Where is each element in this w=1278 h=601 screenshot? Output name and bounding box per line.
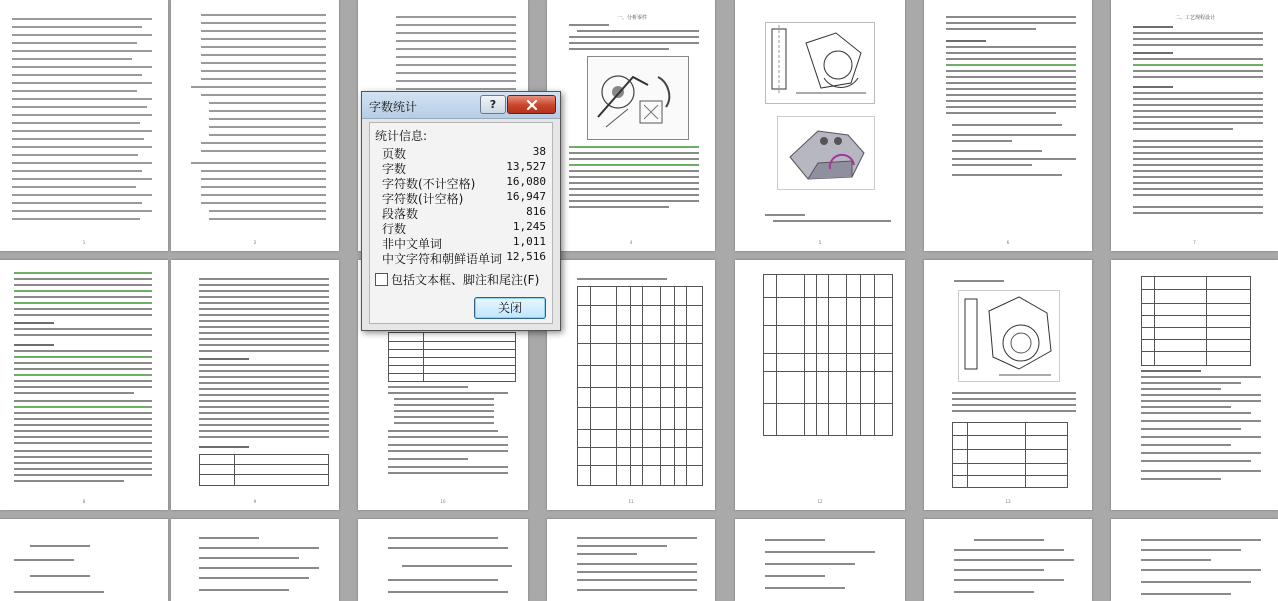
stat-label: 字符数(计空格) <box>382 192 464 206</box>
word-count-dialog <box>361 91 561 331</box>
stat-value: 13,527 <box>506 160 546 173</box>
stat-label: 字数 <box>382 162 407 176</box>
page-thumbnail-13[interactable] <box>924 260 1092 510</box>
part-drawing-figure <box>958 290 1060 382</box>
stat-label: 页数 <box>382 147 407 161</box>
statistics-heading: 统计信息: <box>375 129 428 143</box>
stat-label: 非中文单词 <box>382 237 443 251</box>
page-number: 5 <box>818 240 822 245</box>
data-table <box>763 274 893 436</box>
page-thumbnail-19[interactable] <box>735 519 905 601</box>
section-title: 二、工艺规程设计 <box>1175 15 1216 21</box>
fork-3d-icon <box>778 117 874 189</box>
dialog-titlebar[interactable] <box>362 92 560 119</box>
stat-value: 1,011 <box>512 235 546 248</box>
stat-value: 38 <box>532 145 546 158</box>
help-button[interactable]: ? <box>480 95 506 114</box>
page-thumbnail-18[interactable] <box>547 519 715 601</box>
page-number: 13 <box>1005 499 1011 504</box>
include-textboxes-checkbox[interactable] <box>375 273 388 286</box>
stat-row-characters-no-spaces <box>382 175 546 190</box>
data-table <box>577 286 703 486</box>
data-table <box>199 454 329 486</box>
page-number: 4 <box>629 240 633 245</box>
page-thumbnail-1[interactable] <box>0 0 168 251</box>
stat-row-non-chinese-words <box>382 235 546 250</box>
page-thumbnail-14[interactable] <box>1111 260 1278 510</box>
data-table <box>1141 276 1251 366</box>
page-thumbnail-12[interactable] <box>735 260 905 510</box>
fork-section-icon <box>959 291 1059 381</box>
page-thumbnail-8[interactable] <box>0 260 168 510</box>
stat-value: 816 <box>526 205 546 218</box>
fork-drawing-icon <box>766 23 874 103</box>
page-thumbnail-6[interactable] <box>924 0 1092 251</box>
page-thumbnail-15[interactable] <box>0 519 168 601</box>
stat-row-lines <box>382 220 546 235</box>
page-thumbnail-16[interactable] <box>171 519 339 601</box>
data-table <box>388 332 516 382</box>
close-button[interactable]: 关闭 <box>474 297 546 319</box>
page-thumbnail-11[interactable] <box>547 260 715 510</box>
stat-value: 1,245 <box>512 220 546 233</box>
assembly-drawing-icon <box>588 57 688 139</box>
page-number: 6 <box>1006 240 1010 245</box>
close-x-button[interactable] <box>507 95 556 114</box>
stat-label: 字符数(不计空格) <box>382 177 476 191</box>
stat-label: 段落数 <box>382 207 419 221</box>
close-icon <box>525 99 539 111</box>
include-textboxes-option[interactable] <box>375 271 551 287</box>
statistics-panel <box>369 122 553 324</box>
assembly-figure <box>587 56 689 140</box>
engineering-drawing-figure <box>765 22 875 104</box>
stat-row-pages <box>382 145 546 160</box>
page-thumbnail-2[interactable] <box>171 0 339 251</box>
page-thumbnail-5[interactable] <box>735 0 905 251</box>
page-number: 2 <box>253 240 257 245</box>
stat-row-words <box>382 160 546 175</box>
page-thumbnail-21[interactable] <box>1111 519 1278 601</box>
page-number: 12 <box>817 499 823 504</box>
stat-value: 12,516 <box>506 250 546 263</box>
stat-row-cjk-characters <box>382 250 546 265</box>
include-textboxes-label[interactable]: 包括文本框、脚注和尾注(F) <box>391 273 540 287</box>
dialog-title: 字数统计 <box>369 100 418 114</box>
page-number: 10 <box>440 499 446 504</box>
stat-row-characters-with-spaces <box>382 190 546 205</box>
page-thumbnail-9[interactable] <box>171 260 339 510</box>
page-number: 11 <box>628 499 634 504</box>
page-number: 7 <box>1193 240 1196 245</box>
page-number: 1 <box>82 240 86 245</box>
stat-row-paragraphs <box>382 205 546 220</box>
page-number: 8 <box>82 499 86 504</box>
stat-label: 行数 <box>382 222 407 236</box>
stat-value: 16,947 <box>506 190 546 203</box>
page-thumbnail-20[interactable] <box>924 519 1092 601</box>
stat-value: 16,080 <box>506 175 546 188</box>
page-thumbnail-7[interactable] <box>1111 0 1278 251</box>
stat-label: 中文字符和朝鲜语单词 <box>382 252 503 266</box>
data-table <box>952 422 1068 488</box>
3d-model-figure <box>777 116 875 190</box>
page-thumbnail-17[interactable] <box>358 519 528 601</box>
page-number: 9 <box>253 499 257 504</box>
section-title: 一、分析零件 <box>617 15 648 21</box>
page-thumbnail-4[interactable] <box>547 0 715 251</box>
